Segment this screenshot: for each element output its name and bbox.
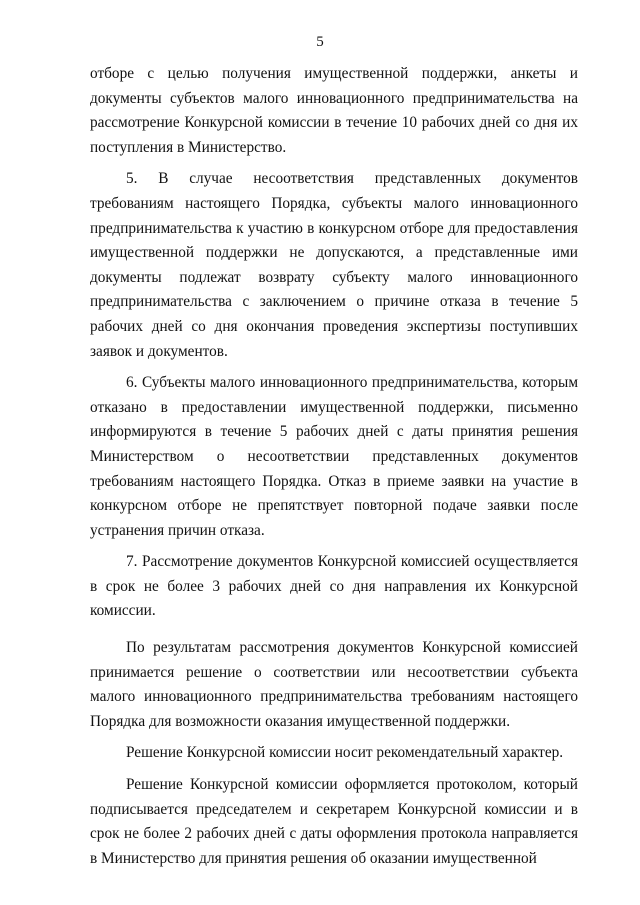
paragraph-review-result: По результатам рассмотрения документов Конкурсной комиссией принимается решение о соответствии или несоответствии субъекта малого инновационного предпринимательства требованиям настоящего Порядка для возможности оказания имущественной поддержки.: [90, 639, 578, 730]
page-number: 5: [316, 34, 324, 50]
body-text: [90, 62, 578, 871]
paragraph-continuation: отборе с целью получения имущественной поддержки, анкеты и документы субъектов малого инновационного предпринимательства на рассмотрение Конкурсной комиссии в течение 10 рабочих дней со дня их поступления в Министерство.: [90, 65, 578, 156]
paragraph-protocol: Решение Конкурсной комиссии оформляется протоколом, который подписывается председателем и секретарем Конкурсной комиссии и в срок не более 2 рабочих дней с даты оформления протокола направляется в Министерство для принятия решения об оказании имущественной: [90, 776, 578, 867]
paragraph-item-6: 6. Субъекты малого инновационного предпринимательства, которым отказано в предоставлении имущественной поддержки, письменно информируются в течение 5 рабочих дней с даты принятия решения Министерством о несоответствии представленных документов требованиям настоящего Порядка. Отказ в приеме заявки на участие в конкурсном отборе не препятствует повторной подаче заявки после устранения причин отказа.: [90, 374, 578, 539]
paragraph-item-5: 5. В случае несоответствия представленных документов требованиям настоящего Порядка, субъекты малого инновационного предпринимательства к участию в конкурсном отборе для предоставления имущественной поддержки не допускаются, а представленные ими документы подлежат возврату субъекту малого инновационного предпринимательства с заключением о причине отказа в течение 5 рабочих дней со дня окончания проведения экспертизы поступивших заявок и документов.: [90, 170, 578, 360]
paragraph-recommendation: Решение Конкурсной комиссии носит рекомендательный характер.: [126, 744, 564, 762]
paragraph-item-7: 7. Рассмотрение документов Конкурсной комиссией осуществляется в срок не более 3 рабочих дней со дня направления их Конкурсной комиссии.: [90, 553, 578, 620]
